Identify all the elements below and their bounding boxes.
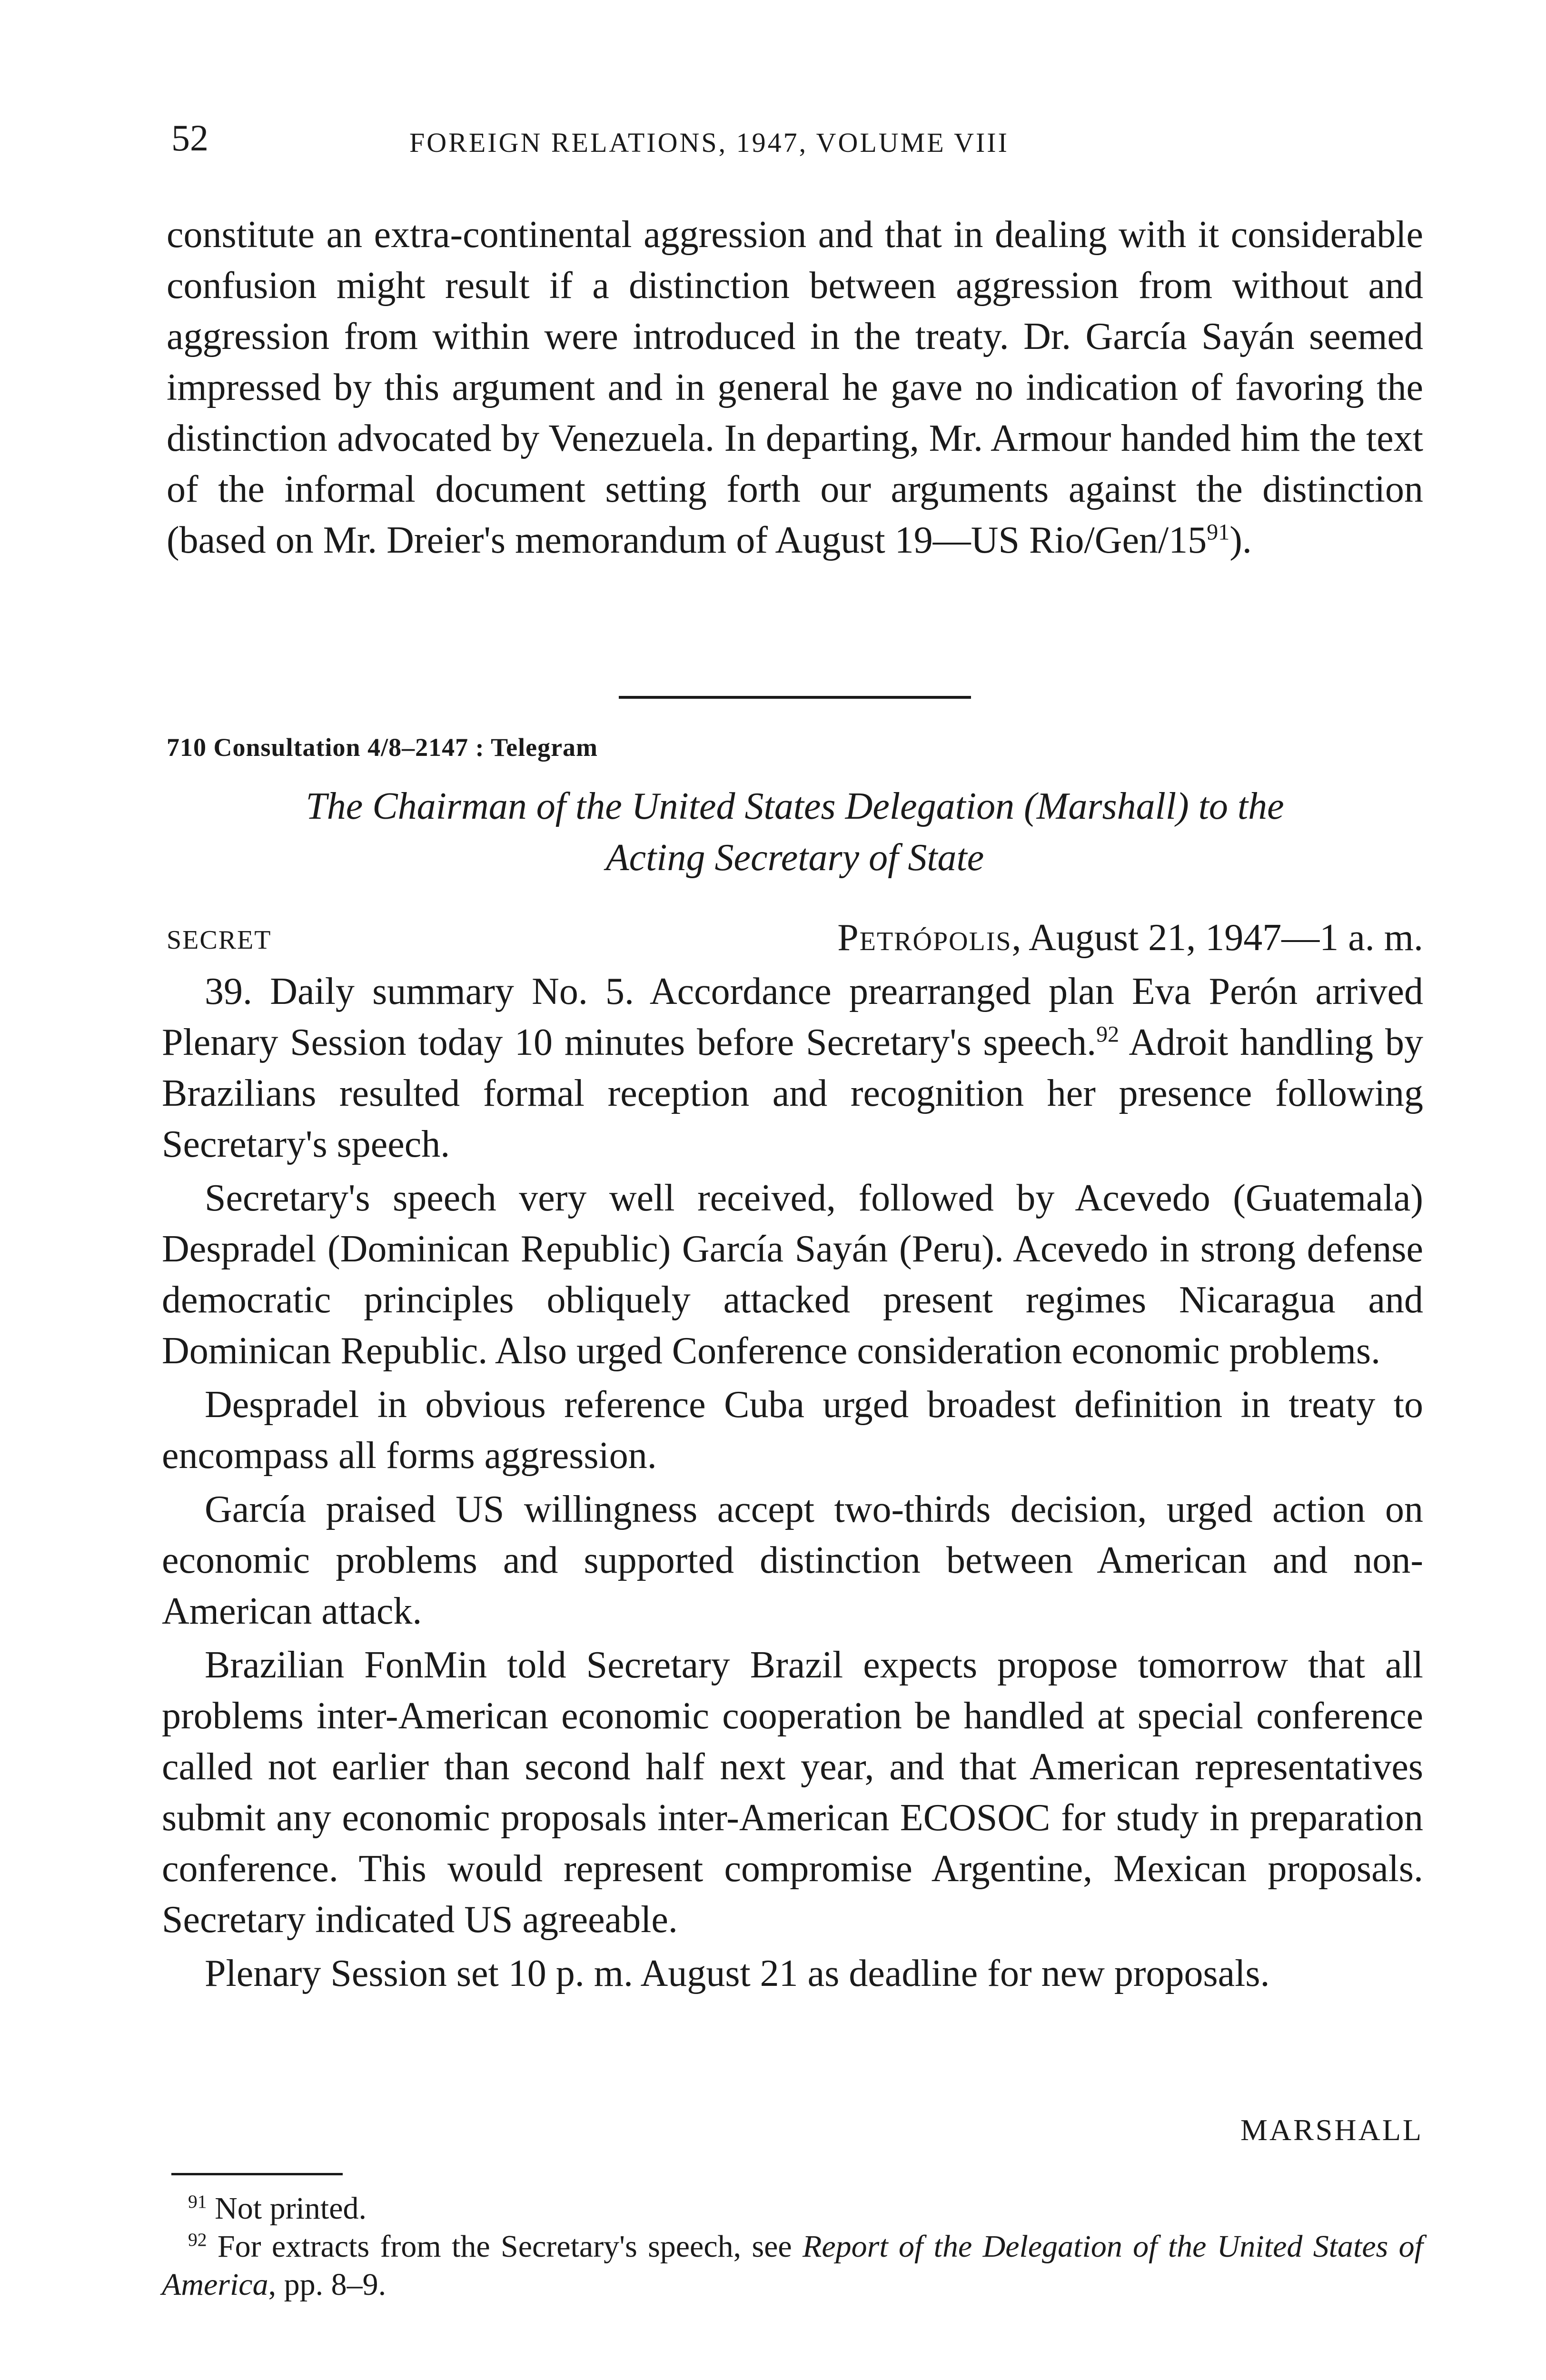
footnote-divider xyxy=(171,2173,343,2175)
classification-label: SECRET xyxy=(167,925,272,955)
footnote-text: For extracts from the Secretary's speech, see xyxy=(217,2229,803,2264)
footnote xyxy=(162,2228,1423,2304)
footnotes xyxy=(162,2190,1423,2304)
telegram-paragraph-1b: Adroit handling by Brazilians resulted formal reception and recognition her presence following Secretary's speech. xyxy=(162,1021,1423,1165)
telegram-paragraph: Plenary Session set 10 p. m. August 21 as deadline for new proposals. xyxy=(205,1953,1270,1994)
footnote-text: , pp. 8–9. xyxy=(268,2267,386,2302)
telegram-paragraph: Despradel in obvious reference Cuba urged broadest definition in treaty to encompass all forms aggression. xyxy=(162,1384,1423,1477)
telegram-paragraph: García praised US willingness accept two-thirds decision, urged action on economic problems and supported distinction between American and non-American attack. xyxy=(162,1488,1423,1632)
paragraph-text-a: constitute an extra-continental aggression and that in dealing with it considerable confusion might result if a distinction between aggression from without and aggression from within were introduced in the treaty. Dr. García Sayán seemed impressed by this argument and in general he gave no indication of favoring the distinction advocated by Venezuela. In departing, Mr. Armour handed him the text of the informal document setting forth our arguments against the distinction (based on Mr. Dreier's memorandum of August 19—US Rio/Gen/15 xyxy=(167,214,1423,561)
signature: MARSHALL xyxy=(1240,2113,1423,2147)
paragraph-text-b: ). xyxy=(1229,519,1252,561)
footnote-citation-title: Report of the Delegation of the United States of America xyxy=(162,2229,1424,2302)
footnote-number: 92 xyxy=(188,2229,207,2250)
footnote-number: 91 xyxy=(188,2191,207,2212)
dateline-place: Petrópolis xyxy=(837,917,1012,959)
document-title xyxy=(167,781,1423,883)
paragraph-text xyxy=(167,209,1423,566)
file-reference: 710 Consultation 4/8–2147 : Telegram xyxy=(167,733,598,762)
footnote-ref-91: 91 xyxy=(1207,519,1230,545)
continuation-paragraph xyxy=(167,209,1423,566)
telegram-paragraph xyxy=(162,966,1423,1170)
footnote xyxy=(162,2190,1423,2228)
document-title-line-2: Acting Secretary of State xyxy=(605,837,984,879)
page-header xyxy=(171,114,1209,167)
running-title: FOREIGN RELATIONS, 1947, VOLUME VIII xyxy=(409,127,1009,158)
telegram-paragraph-1a: 39. Daily summary No. 5. Accordance prearranged plan Eva Perón arrived Plenary Session today 10 minutes before Secretary's speech. xyxy=(162,971,1423,1063)
dateline-date: , August 21, 1947—1 a. m. xyxy=(1011,917,1423,959)
dateline xyxy=(837,914,1423,962)
footnote-ref-92: 92 xyxy=(1096,1021,1120,1047)
footnote-text: Not printed. xyxy=(215,2191,367,2226)
telegram-body xyxy=(162,966,1423,2002)
page-number: 52 xyxy=(171,117,208,159)
document-title-line-1: The Chairman of the United States Delegation (Marshall) to the xyxy=(306,785,1284,827)
section-divider xyxy=(619,696,971,699)
telegram-paragraph: Secretary's speech very well received, followed by Acevedo (Guatemala) Despradel (Dominican Republic) García Sayán (Peru). Acevedo in strong defense democratic principles obliquely attacked present regimes Nicaragua and Dominican Republic. Also urged Conference consideration economic problems. xyxy=(162,1177,1423,1372)
telegram-paragraph: Brazilian FonMin told Secretary Brazil expects propose tomorrow that all problems inter-American economic cooperation be handled at special conference called not earlier than second half next year, and that American representatives submit any economic proposals inter-American ECOSOC for study in preparation conference. This would represent compromise Argentine, Mexican proposals. Secretary indicated US agreeable. xyxy=(162,1644,1423,1941)
